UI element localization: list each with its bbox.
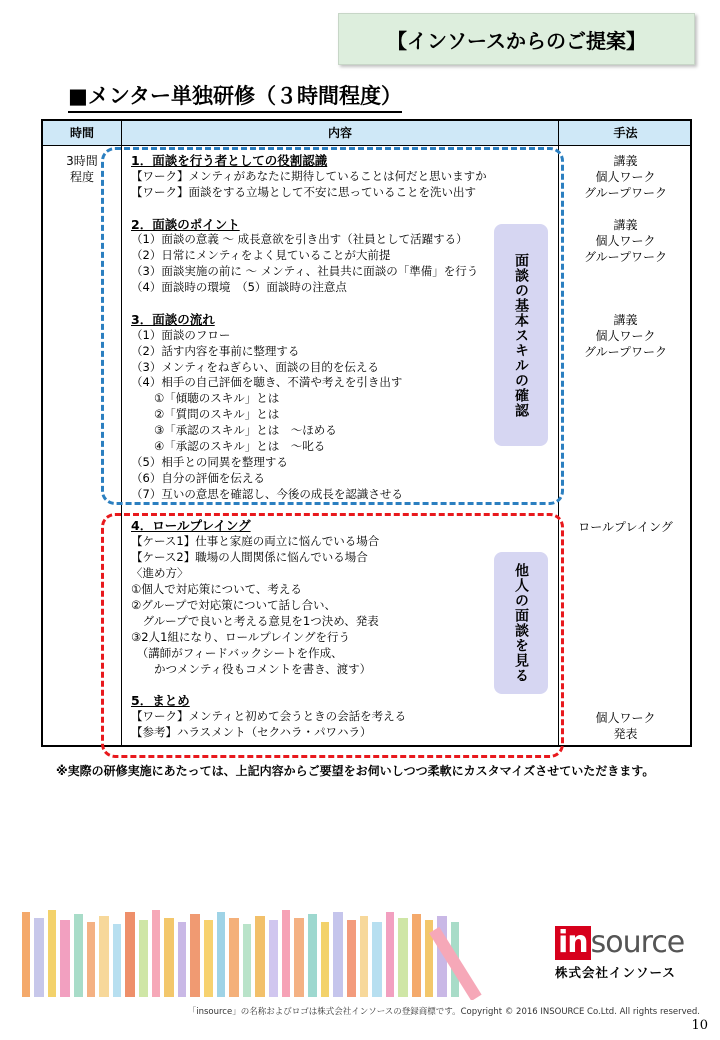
content-line: 【参考】ハラスメント（セクハラ・パワハラ）	[131, 725, 372, 740]
book-spine	[372, 922, 382, 997]
content-line: 【ケース1】仕事と家庭の両立に悩んでいる場合	[131, 534, 380, 549]
book-spine	[22, 912, 30, 997]
book-spine	[386, 912, 394, 997]
content-line: （3）面談実施の前に ～ メンティ、社員共に面談の「準備」を行う	[131, 264, 479, 279]
content-line: 〈進め方〉	[131, 566, 189, 581]
time-line: 程度	[69, 170, 94, 184]
book-spine	[255, 916, 265, 997]
table-header-row	[43, 121, 690, 146]
section-heading: 2．面談のポイント	[131, 216, 240, 232]
content-line: ④「承認のスキル」とは ～叱る	[131, 439, 326, 454]
book-spine	[87, 922, 95, 997]
basic-skills-label: 面談の基本スキルの確認	[494, 224, 548, 446]
book-spine	[139, 920, 148, 997]
book-spine	[294, 918, 304, 997]
logo-source: source	[590, 925, 685, 960]
section-heading: 4．ロールプレイング	[131, 518, 251, 534]
book-spine	[113, 924, 121, 997]
content-line: （5）相手との同異を整理する	[131, 454, 288, 469]
book-spine	[333, 912, 343, 997]
logo-mark	[555, 926, 684, 960]
content-line: （1）面談の意義 ～ 成長意欲を引き出す（社員として活躍する）	[131, 232, 468, 247]
content-line: （6）自分の評価を伝える	[131, 470, 265, 485]
content-line: 【ワーク】メンティと初めて会うときの会話を考える	[131, 709, 407, 724]
content-line: ②グループで対応策について話し合い、	[131, 597, 337, 612]
book-spine	[347, 920, 356, 997]
method-line: グループワーク	[583, 345, 668, 359]
books-illustration	[0, 900, 560, 1000]
method-group-2	[559, 217, 692, 265]
content-line: ①個人で対応策について、考える	[131, 582, 302, 597]
content-line: （4）面談時の環境 （5）面談時の注意点	[131, 280, 347, 295]
method-line: 個人ワーク	[595, 234, 656, 248]
method-line: グループワーク	[583, 250, 668, 264]
book-spine	[398, 918, 408, 997]
logo-in: in	[555, 926, 591, 960]
copyright-footer: 「insource」の名称およびロゴは株式会社インソースの登録商標です。Copyright © 2016 INSOURCE Co.Ltd. All rights reserved.	[187, 1007, 700, 1017]
method-line: 講義	[613, 313, 638, 327]
book-spine	[269, 920, 278, 997]
book-spine	[178, 922, 186, 997]
book-spine	[74, 914, 83, 997]
header-method: 手法	[613, 126, 638, 140]
header-time: 時間	[69, 126, 94, 140]
book-spine	[243, 924, 251, 997]
section-heading: 5．まとめ	[131, 693, 190, 709]
page-number: 10	[691, 1018, 708, 1033]
book-spine	[60, 920, 70, 997]
book-spine	[412, 914, 421, 997]
content-line: （2）日常にメンティをよく見ていることが大前提	[131, 248, 391, 263]
method-line: 個人ワーク	[595, 329, 656, 343]
method-line: 講義	[613, 218, 638, 232]
method-line: 発表	[613, 727, 638, 741]
time-line: 3時間	[66, 154, 98, 168]
method-group-1	[559, 153, 692, 201]
method-line: 講義	[613, 154, 638, 168]
method-group-3	[559, 312, 692, 360]
content-line: （7）互いの意思を確認し、今後の成長を認識させる	[131, 486, 403, 501]
book-spine	[308, 914, 317, 997]
book-spine	[125, 912, 135, 997]
content-line: （2）話す内容を事前に整理する	[131, 343, 300, 358]
book-spine	[204, 920, 213, 997]
content-line: （講師がフィードバックシートを作成、	[131, 645, 343, 660]
content-line: 【ケース2】職場の人間関係に悩んでいる場合	[131, 550, 368, 565]
content-line: かつメンティ役もコメントを書き、渡す）	[131, 661, 372, 676]
header-content: 内容	[327, 126, 352, 140]
company-name: 株式会社インソース	[555, 965, 676, 980]
content-line: （4）相手の自己評価を聴き、不満や考えを引き出す	[131, 375, 403, 390]
customization-note: ※実際の研修実施にあたっては、上記内容からご要望をお伺いしつつ柔軟にカスタマイズさせていただきます。	[56, 764, 655, 778]
proposal-header: 【インソースからのご提案】	[338, 13, 695, 65]
book-spine	[152, 910, 160, 997]
section-heading: 1．面談を行う者としての役割認識	[131, 153, 328, 168]
page-title: ■メンター単独研修（３時間程度）	[68, 80, 402, 113]
book-spine	[48, 910, 56, 997]
content-line: ③「承認のスキル」とは ～ほめる	[131, 423, 337, 438]
book-spine	[217, 912, 225, 997]
watch-others-label: 他人の面談を見る	[494, 552, 548, 694]
section-heading: 3．面談の流れ	[131, 311, 215, 327]
content-line: グループで良いと考える意見を1つ決め、発表	[131, 613, 379, 628]
method-line: ロールプレイング	[578, 520, 673, 534]
content-line: ①「傾聴のスキル」とは	[131, 391, 280, 406]
method-line: グループワーク	[583, 186, 668, 200]
book-spine	[321, 922, 329, 997]
content-line: ③2人1組になり、ロールプレイングを行う	[131, 629, 350, 644]
book-spine	[164, 918, 174, 997]
method-group-4	[559, 519, 692, 535]
content-line: （1）面談のフロー	[131, 327, 231, 342]
content-line: 【ワーク】メンティがあなたに期待していることは何だと思いますか	[131, 168, 487, 183]
method-line: 個人ワーク	[595, 170, 656, 184]
insource-logo	[555, 926, 684, 981]
book-spine	[360, 916, 368, 997]
content-line: 【ワーク】面談をする立場として不安に思っていることを洗い出す	[131, 184, 476, 199]
book-spine	[190, 914, 200, 997]
content-line: （3）メンティをねぎらい、面談の目的を伝える	[131, 359, 379, 374]
content-line: ②「質問のスキル」とは	[131, 407, 280, 422]
book-spine	[229, 918, 239, 997]
book-spine	[34, 918, 44, 997]
method-group-5	[559, 710, 692, 742]
method-line: 個人ワーク	[595, 711, 656, 725]
book-spine	[282, 910, 290, 997]
book-spine	[99, 916, 109, 997]
